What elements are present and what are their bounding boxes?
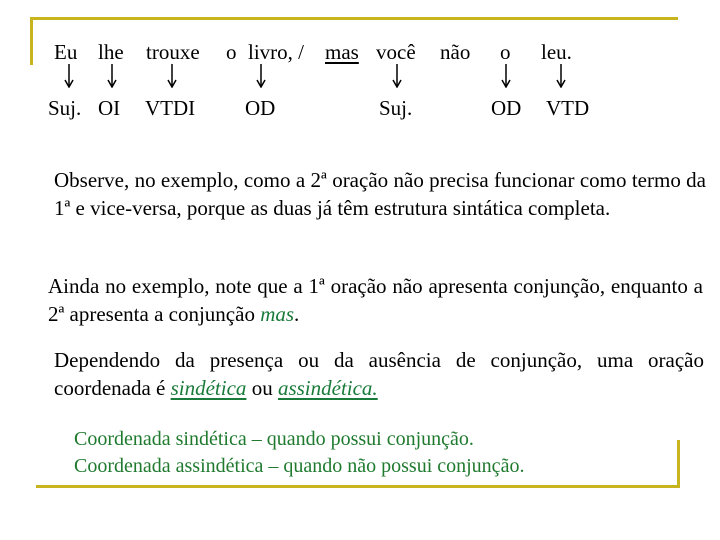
role-sujeito-2: Suj. (379, 96, 413, 120)
role-objeto-direto: OD (245, 96, 276, 120)
role-vtd: VTD (546, 96, 590, 120)
paragraph-conjunction-end: . (294, 302, 300, 326)
term-assindetica: assindética. (277, 376, 378, 400)
paragraph-conjunction-note (48, 272, 703, 328)
role-objeto-direto-2: OD (491, 96, 522, 120)
word-mas: mas (325, 40, 359, 64)
word-eu: Eu (54, 40, 78, 64)
definition-assindetica: Coordenada assindética – quando não possui conjunção. (74, 455, 525, 477)
definition-sindetica: Coordenada sindética – quando possui conjunção. (74, 428, 474, 450)
emphasis-mas: mas (260, 302, 295, 326)
paragraph-conjunction-text: Ainda no exemplo, note que a 1ª oração não apresenta conjunção, enquanto a 2ª apresenta a conjunção (48, 274, 703, 326)
word-livro: livro, / (248, 40, 304, 64)
down-arrow-icon (500, 64, 512, 88)
paragraph-classification (54, 346, 704, 402)
word-o: o (226, 40, 237, 64)
role-objeto-indireto: OI (98, 96, 121, 120)
role-sujeito: Suj. (48, 96, 82, 120)
frame-left-border (30, 17, 33, 65)
down-arrow-icon (255, 64, 267, 88)
paragraph-classification-text: Dependendo da presença ou da ausência de conjunção, uma oração coordenada é (54, 348, 704, 400)
frame-right-border (677, 440, 680, 488)
word-nao: não (440, 40, 471, 64)
down-arrow-icon (391, 64, 403, 88)
paragraph-observation: Observe, no exemplo, como a 2ª oração não precisa funcionar como termo da 1ª e vice-versa, porque as duas já têm estrutura sintática completa. (54, 168, 706, 220)
word-lhe: lhe (98, 40, 124, 64)
word-voce: você (376, 40, 416, 64)
frame-top-border (30, 17, 678, 20)
role-vtdi: VTDI (145, 96, 196, 120)
word-o-pronoun: o (500, 40, 511, 64)
down-arrow-icon (106, 64, 118, 88)
word-leu: leu. (541, 40, 572, 64)
down-arrow-icon (63, 64, 75, 88)
paragraph-classification-middle: ou (246, 376, 278, 400)
frame-bottom-border (36, 485, 680, 488)
term-sindetica: sindética (170, 376, 247, 400)
word-trouxe: trouxe (146, 40, 200, 64)
down-arrow-icon (555, 64, 567, 88)
down-arrow-icon (166, 64, 178, 88)
